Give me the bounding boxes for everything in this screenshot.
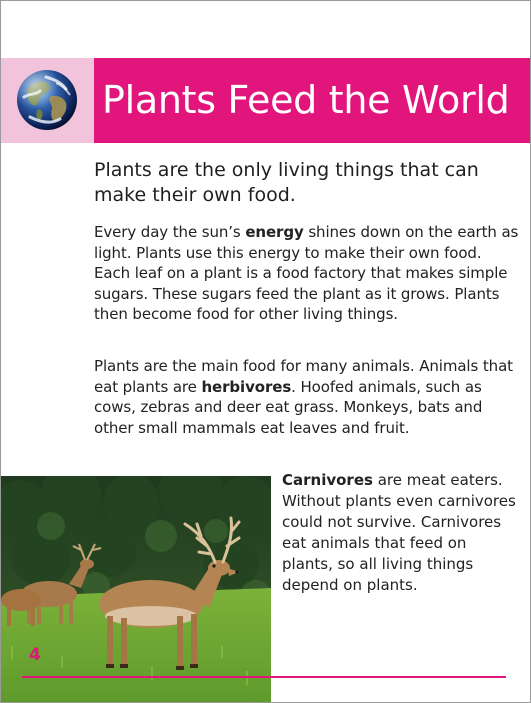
banner-title-block bbox=[94, 58, 531, 143]
herbivores-paragraph bbox=[94, 356, 519, 438]
deer-photo bbox=[1, 476, 271, 703]
page-number: 4 bbox=[29, 645, 41, 665]
lead-sentence: Plants are the only living things that can make their own food. bbox=[94, 159, 479, 206]
title-banner bbox=[1, 58, 531, 143]
energy-term: energy bbox=[245, 223, 304, 241]
herbivores-paragraph-end: . Hoofed animals, such as cows, zebras and deer eat grass. Monkeys, bats and other small mammals eat leaves and fruit. bbox=[94, 377, 483, 437]
globe-icon bbox=[16, 69, 78, 131]
herbivores-term: herbivores bbox=[201, 377, 292, 396]
energy-paragraph-end: shines down on the earth as light. Plants use this energy to make their own food. Each leaf on a plant is a food factory that makes simple sugars. These sugars feed the plant as it grows. Plants then become food for other living things. bbox=[94, 223, 519, 324]
carnivores-term: Carnivores bbox=[282, 471, 373, 489]
carnivores-paragraph bbox=[282, 470, 517, 596]
energy-paragraph-start: Every day the sun’s bbox=[94, 223, 246, 241]
carnivores-paragraph-text: are meat eaters. Without plants even carnivores could not survive. Carnivores eat animals that feed on plants, so all living things depend on plants. bbox=[282, 471, 516, 594]
herbivores-paragraph-start: Plants are the main food for many animals. Animals that eat plants are bbox=[94, 357, 513, 396]
energy-paragraph bbox=[94, 222, 519, 325]
page-title: Plants Feed the World bbox=[102, 78, 510, 122]
banner-left-block bbox=[1, 58, 94, 143]
footer-rule bbox=[22, 676, 506, 678]
